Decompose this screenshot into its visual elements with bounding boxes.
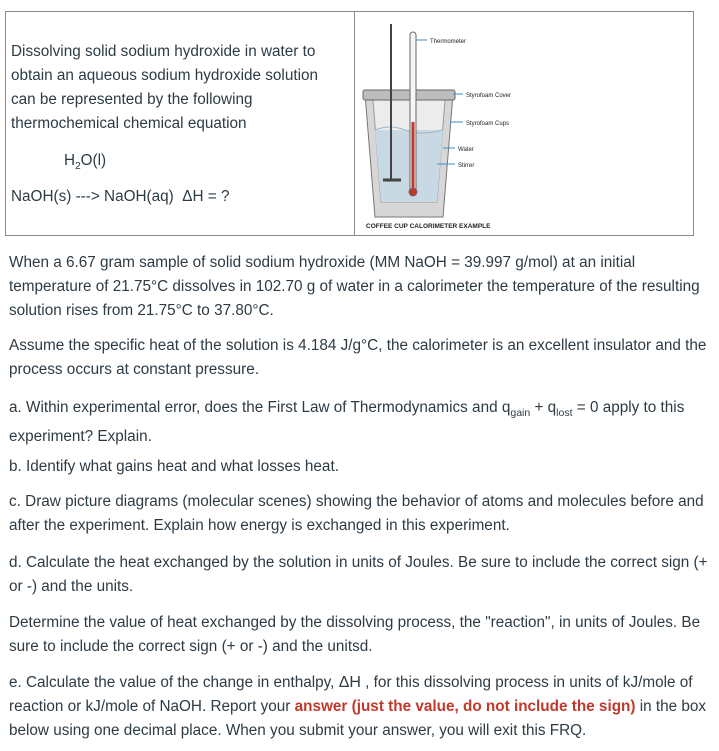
answer-instruction: answer (just the value, do not include the sign) [294, 698, 636, 715]
paragraph-sample-info: When a 6.67 gram sample of solid sodium hydroxide (MM NaOH = 39.997 g/mol) at an initial temperature of 21.75°C dissolves in 102.70 g of water in a calorimeter the temperature of the resulting solution rises from 21.75°C to 37.80°C. [9, 254, 700, 319]
question-b: b. Identify what gains heat and what losses heat. [9, 458, 339, 475]
delta-h-label: ΔH = ? [182, 188, 230, 205]
question-a: a. Within experimental error, does the First Law of Thermodynamics and $q_{gain} + q_{lost} = 0$ apply to this experiment? Explain. [9, 399, 685, 446]
figure-caption: COFFEE CUP CALORIMETER EXAMPLE [366, 223, 491, 230]
paragraph-assumptions: Assume the specific heat of the solution is 4.184 J/g°C, the calorimeter is an excellent insulator and the process occurs at constant pressure. [9, 337, 707, 378]
question-d: d. Calculate the heat exchanged by the solution in units of Joules. Be sure to include the correct sign (+ or -) and the units. [9, 554, 708, 595]
stirrer-label: Stirrer [458, 163, 475, 169]
cover-label: Styrofoam Cover [466, 93, 512, 99]
question-c: c. Draw picture diagrams (molecular scenes) showing the behavior of atoms and molecules before and after the experiment. Explain how energy is exchanged in this experiment. [9, 493, 704, 534]
question-e: e. Calculate the value of the change in enthalpy, ΔH , for this dissolving process in units of kJ/mole of reaction or kJ/mole of NaOH. Report your answer (just the value, do not include the sign) in the box below using one decimal place. When you submit your answer, you will exit this FRQ. [9, 674, 707, 739]
intro-text: Dissolving solid sodium hydroxide in water to obtain an aqueous sodium hydroxide solution can be represented by the following thermochemical chemical equation [11, 43, 318, 132]
water-label: Water [458, 147, 474, 153]
styrofoam-cover-shape [363, 90, 455, 100]
intro-table [5, 11, 694, 236]
water-formula: $H_2O(l)$ [64, 152, 107, 173]
cups-label: Styrofoam Cups [466, 121, 510, 127]
question-d-reaction: Determine the value of heat exchanged by the dissolving process, the "reaction", in units of Joules. Be sure to include the correct sign (+ or -) and the unitsd. [9, 614, 701, 655]
equation-cell [6, 12, 355, 235]
delta-h-symbol: ΔH [338, 674, 361, 691]
thermometer-mercury [412, 122, 415, 190]
calorimeter-diagram [355, 12, 693, 235]
thermometer-label: Thermometer [430, 39, 467, 45]
figure-cell [355, 12, 693, 235]
reaction-equation: NaOH(s) ---> NaOH(aq) ΔH = ? [11, 188, 230, 205]
